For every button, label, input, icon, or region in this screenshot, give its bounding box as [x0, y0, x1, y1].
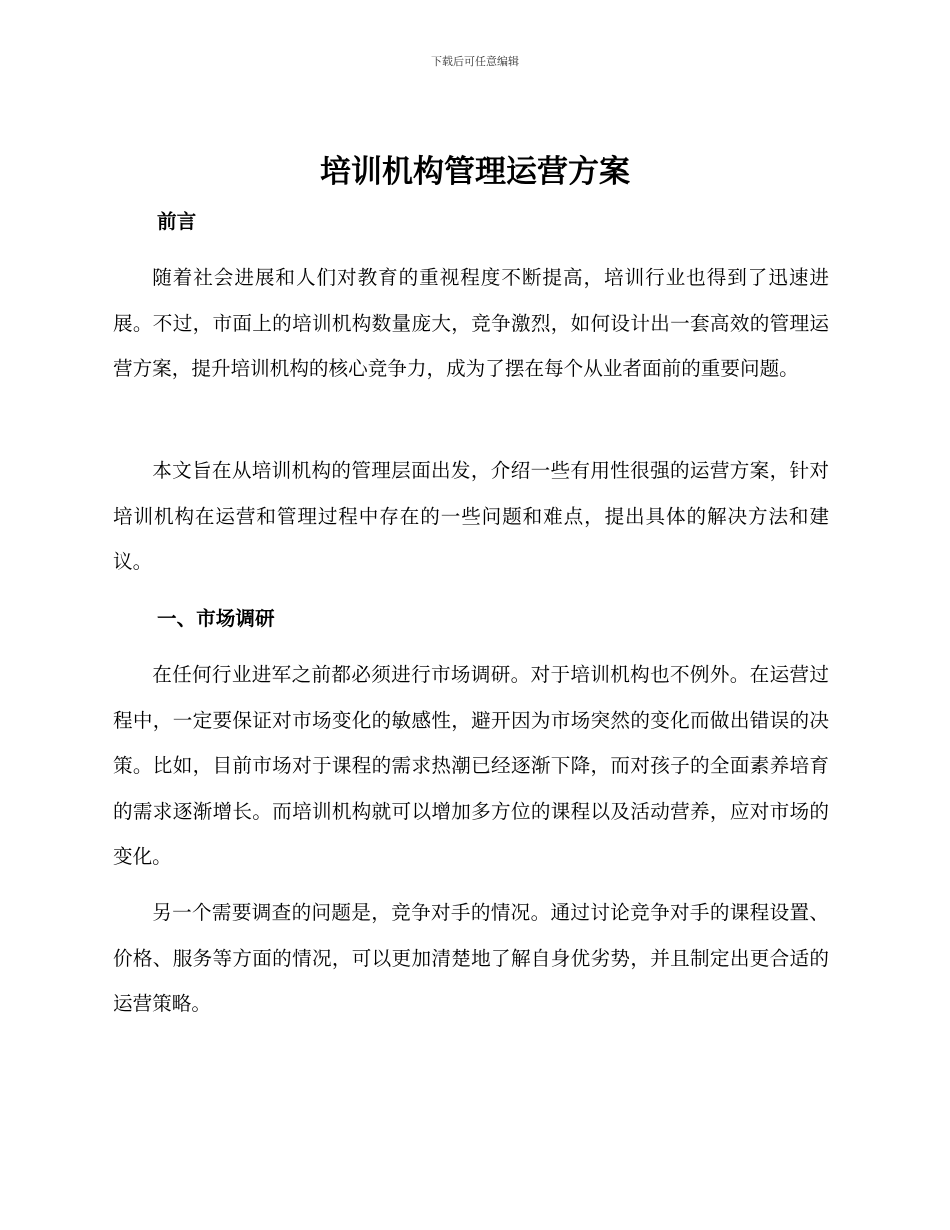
preface-paragraph-2: 本文旨在从培训机构的管理层面出发，介绍一些有用性很强的运营方案，针对培训机构在运营和管理过程中存在的一些问题和难点，提出具体的解决方法和建议。: [113, 459, 829, 573]
document-title: 培训机构管理运营方案: [320, 154, 630, 190]
preface-paragraph-1: 随着社会进展和人们对教育的重视程度不断提高，培训行业也得到了迅速进展。不过，市面上的培训机构数量庞大，竞争激烈，如何设计出一套高效的管理运营方案，提升培训机构的核心竞争力，成为了摆在每个从业者面前的重要问题。: [113, 266, 829, 380]
preface-heading: 前言: [157, 210, 197, 233]
section1-paragraph-1: 在任何行业进军之前都必须进行市场调研。对于培训机构也不例外。在运营过程中，一定要保证对市场变化的敏感性，避开因为市场突然的变化而做出错误的决策。比如，目前市场对于课程的需求热潮已经逐渐下降，而对孩子的全面素养培育的需求逐渐增长。而培训机构就可以增加多方位的课程以及活动营养，应对市场的变化。: [113, 663, 829, 868]
section-heading-market-research: 一、市场调研: [157, 607, 275, 630]
section1-paragraph-2: 另一个需要调查的问题是，竞争对手的情况。通过讨论竞争对手的课程设置、价格、服务等方面的情况，可以更加清楚地了解自身优劣势，并且制定出更合适的运营策略。: [113, 901, 829, 1015]
page-header: 下载后可任意编辑: [431, 55, 519, 68]
